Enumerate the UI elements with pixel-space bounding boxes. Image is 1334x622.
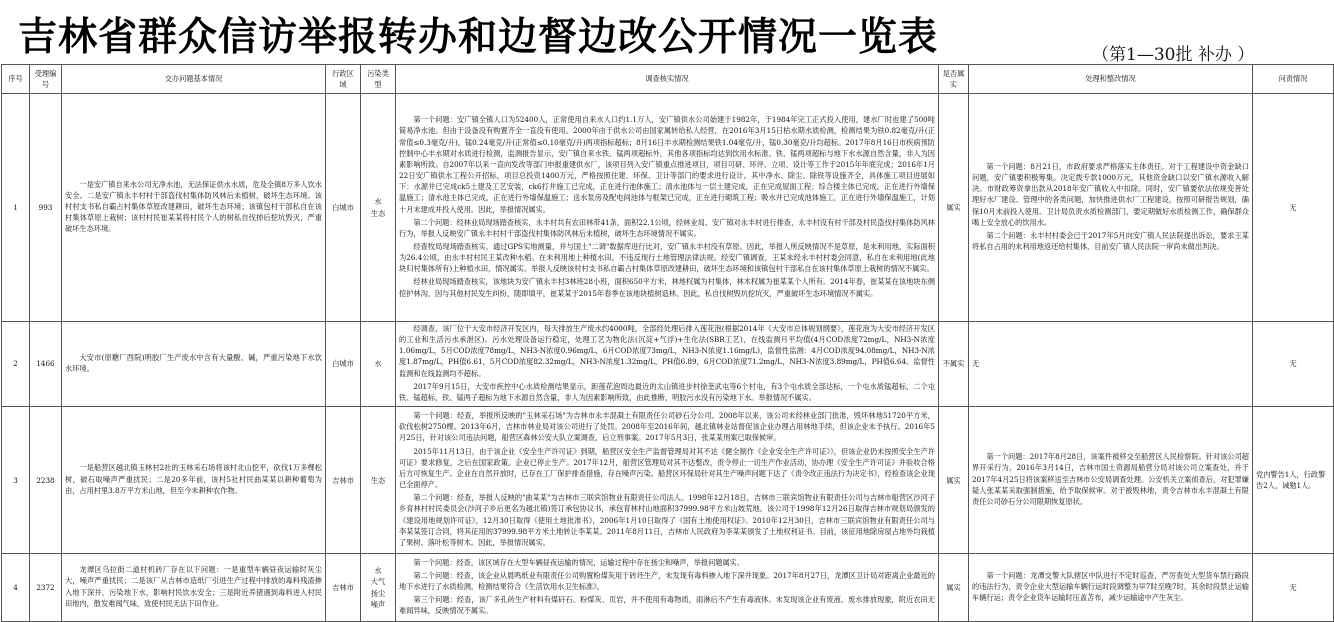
investigation-paragraph: 第一个问题：安广镇全镇人口为52400人，正常使用自来水人口约1.1万人，安广镇供水公司始建于1982年，于1984年完工正式投入使用，建水厂时也建了500吨简易净水池。但由于设备没有购置齐全一直没有使用。2000年由于供水公司由国家属转给私人经营，在2016年3月15日枯水期水质检测，检测结果为铁0.82毫克/升(正常值≤0.3毫克/升)，锰0.24毫克/升(正常值≤0.10毫克/升)两项指标超标；8月16日丰水期检测结果铁1.04毫克/升，锰0.30毫克/升均超标。2017年8月16日市疾病预防控制中心丰水期对水质进行检测，监测报告显示，安广镇自来水铁、锰两项超标外，其他各项指标均达到饮用水标准。铁、锰两项超标与地下水水源自然含量，非人为因素影响所致。自2007年以来一直向发改等部门申报重建供水厂，该项目列入安广镇重点推进项目，项目可研、环评、立项、设计等工作于2015年年底完成；2016年1月22日安广镇供水工程公开招标，项目总投资1400万元，严格按照住建、环保、卫计等部门的要求进行设计。其中净水、除尘、除铁等设施齐全，具体施工项目进展如下：水源井已完成ck5土建及工艺安装，ck6打井施工已完成，正在进行池体施工；清水池体与一层土建完成，正在完成屋面工程；综合楼主体已完成，正在进行外墙保温施工；清水池主体已完成，正在进行外墙保温施工；送水泵房及配电间池体与框架已完成，正在进行砌筑工程；吸水井已完成池体施工，正在进行外墙保温施工，计划十月末建成并投入使用。因此，举报情况属实。 [399, 115, 935, 214]
investigation-paragraph: 第一个问题：经查，举报所反映的"玉林采石场"为吉林市永丰混凝土有限责任公司砂石分公司。2008年以来，该公司未经林业部门批准，毁坏林地51720平方米，砍伐松树2750棵。2013年6月，吉林市林业局对该公司进行了处罚。2008年至2016年间，越北镇林业站督促该企业办理占用林地手续，但该企业未予执行。2016年5月25日，针对该公司违法问题，船营区森林公安大队立案调查，后立刑事案。2017年5月3日，张某某刑案已取保候审。 [399, 411, 935, 443]
header-type: 污染类型 [361, 65, 396, 94]
investigation-paragraph: 经调查，该厂位于大安市经济开发区内，每天排放生产废水约4000吨，全部经处理后排入莲花泡(根据2014年《大安市总体规划纲要》，莲花泡为大安市经济开发区的工业和生活污水承泄区)。污水处理设备运行稳定，处理工艺为物化法(沉淀+气浮)+生化法(SBR工艺)，在线监测月平均值(4月COD浓度72mg/L，NH3-N浓度1.06mg/L，5月COD浓度78mg/L，NH3-N浓度0.96mg/L，6月COD浓度73mg/L，NH3-N浓度1.16mg/L)，监督性监测：4月COD浓度94.08mg/L，NH3-N浓度1.87mg/L，PH值6.61，5月COD浓度82.32mg/L，NH3-N浓度1.32mg/L，PH值6.89，6月COD浓度71.2mg/L，NH3-N浓度3.89mg/L，PH值6.64。监督性监测和在线监测均不超标。 [399, 324, 935, 378]
row-verdict: 属实 [939, 554, 969, 622]
table-row [2, 322, 1334, 407]
row-no: 4 [2, 554, 30, 622]
row-region: 白城市 [326, 94, 361, 322]
row-handling [969, 322, 1253, 407]
handling-paragraph: 第二个问题：永丰村村委会已于2017年5月向安广镇人民法院提出诉讼，要求王某将私自占用的未利用地返还给村集体，目前安广镇人民法院一审尚未做出判决。 [972, 230, 1249, 251]
table-row [2, 94, 1334, 322]
row-accountability: 无 [1253, 554, 1334, 622]
table-row [2, 554, 1334, 622]
row-issue [62, 322, 326, 407]
row-id: 2238 [30, 407, 62, 554]
handling-paragraph: 无 [972, 359, 980, 369]
row-type: 水 [361, 322, 396, 407]
header-no: 序号 [2, 65, 30, 94]
issue-text: 一是安广镇自来水公司无净水池，无法保证供水水质，危及全镇8万多人饮水安全。二是安广镇永丰村村干部盗伐村集体防风林后未植树，破坏生态环境。该村村支书私自霸占村集体草原改建耕田，破坏生态环境；该镇包村干部私自在该村集体草原上栽树；该村村民崔某某将村民个人的树私自伐掉后挖坑毁灭，严重破坏生态环境。 [65, 179, 322, 234]
row-verdict: 不属实 [939, 322, 969, 407]
header-issue: 交办问题基本情况 [62, 65, 326, 94]
investigation-paragraph: 经查牧局现场踏查核实，通过GPS实地测量，并与国土"二调"数据库进行比对，安广镇永丰村没有草原。因此，举报人所反映情况不是草原，是未利用地，实际面积为26.4公顷，由永丰村村民王某改种水稻。在未利用地上种植水田，不违反现行土地管理法律法规。经安广镇调查，王某未经永丰村村委会同意，私自在未利用地(此地块归村集体所有)上种植水田，情况属实。举报人反映该村村支书私自霸占村集体草原改建耕田，破坏生态环境和该镇包村干部私自在该村集体草原上栽树的情况不属实。 [399, 241, 935, 274]
handling-paragraph: 第一个问题：2017年8月28日，该案件被移交至船营区人民检察院。针对该公司超界开采行为，2016年3月14日，吉林市国土资源局船营分局对该公司立案查处，并于2017年4月25日将该案移送至吉林市公安局调查处理。公安机关立案侦查后，对犯罪嫌疑人张某某采取强制措施，给予取保候审。对于被毁林地，责令吉林市永丰混凝土有限责任公司砂石分公司限期恢复原状。 [972, 452, 1249, 506]
row-id: 1466 [30, 322, 62, 407]
row-id: 993 [30, 94, 62, 322]
handling-paragraph: 第一个问题：8月21日，市政府要求严格落实主体责任。对于工程建设中资金缺口问题，安广镇要积极筹集。决定拨专款1000万元，其他资金缺口以安广镇水源收入解决。市财政筹资拿出款从2018年安广镇收入中扣除。同时，安广镇要依法依规变善处理好水厂建设、管理中的各类问题，加快推进供水厂工程建设，按照可研报告规划，确保10月末前投入使用。卫计局负责水质检测部门，要定期做好水质检测工作，确保群众喝上安全放心的饮用水。 [972, 161, 1249, 227]
row-type: 水 大气 扬尘 噪声 [361, 554, 396, 622]
row-issue [62, 407, 326, 554]
investigation-paragraph: 第二个问题：经林业局现场踏查核实，永丰村共有农田林带41条，面积22.1公顷，经林业局、安广镇对永丰村进行排查，永丰村没有村干部及村民盗伐村集体防风林行为，举报人反映安广镇永丰村村干部盗伐村集体防风林后未植树，破坏生态环境情况不属实。 [399, 217, 935, 238]
investigation-paragraph: 2017年9月15日，大安市疾控中心水质检测结果显示，距莲花泡周边最近的太山镇进步村徐奎武屯等6个村屯，有3个屯水质全部达标，一个屯水质锰超标，二个屯铁、锰超标，铁、锰两子超标为地下水源自然含量，非人为因素影响所致，由此推断，明胶污水没有污染地下水。举报情况不属实。 [399, 381, 935, 402]
investigation-paragraph: 2015年11月13日，由于该企业《安全生产许可证》到期，船营区安全生产监督管理局对其不达《健全制作《企业安全生产许可证》》，但该企业仍未按照安全生产许可证》要求修复，之后在国家政策。企业已停止生产。2017年12月，船营区管理局对其不达整改，责令停止一切生产作业活动，协办理《安全生产许可证》并验收合格后方可恢复生产。企业在自然开放时，已存在工厂保护排查措施，存在噪声污染。船营区环保局针对其生产噪声问题下达了《责令改正违法行为决定书》，经检查该企业现已全面停产。 [399, 446, 935, 490]
row-no: 2 [2, 322, 30, 407]
row-type: 生态 [361, 407, 396, 554]
row-investigation [396, 94, 939, 322]
row-accountability: 无 [1253, 94, 1334, 322]
row-verdict: 属实 [939, 407, 969, 554]
report-table [1, 64, 1334, 622]
row-verdict: 属实 [939, 94, 969, 322]
document-subtitle: （第1—30批 补办 ） [1092, 45, 1255, 65]
row-investigation [396, 407, 939, 554]
row-no: 3 [2, 407, 30, 554]
row-no: 1 [2, 94, 30, 322]
document-title: 吉林省群众信访举报转办和边督边改公开情况一览表 [18, 15, 939, 60]
row-issue [62, 554, 326, 622]
row-handling [969, 407, 1253, 554]
header-investigation: 调查核实情况 [396, 65, 939, 94]
handling-paragraph: 第一个问题：龙潭交警大队辖区中队进行不定时巡查，严厉查处大型货车禁行路段的违法行为，责令企业大型运输车辆行运时段调整为早7时至晚7时，其余时段禁止运输车辆行运；责令企业货车运输时压盖苫布，减少运输途中产生灰尘。 [972, 570, 1249, 603]
header-id: 受理编号 [30, 65, 62, 94]
row-investigation [396, 554, 939, 622]
investigation-paragraph: 经林业局现场踏查核实，该地块为安广镇永丰村3林班28小班，面积650平方米，林地权属为村集体，林木权属为崔某某个人所有。2014年春，崔某某在该地块东侧挖护林沟，因与其他村民发生纠纷，随即填平，崔某某于2015年春季在该地块植树造林。因此，私自伐树毁坑挖坑灭，严重破坏生态环境情况不属实。 [399, 277, 935, 298]
row-id: 2372 [30, 554, 62, 622]
row-handling [969, 94, 1253, 322]
row-region: 吉林市 [326, 554, 361, 622]
row-region: 白城市 [326, 322, 361, 407]
investigation-paragraph: 第一个问题：经查，该区域存在大型车辆昼夜运输的情况，运输过程中存在扬尘和噪声，举报问题属实。 [413, 557, 745, 567]
row-investigation [396, 322, 939, 407]
table-header-row [2, 65, 1334, 94]
row-region: 吉林市 [326, 407, 361, 554]
header-accountability: 问责情况 [1253, 65, 1334, 94]
investigation-paragraph: 第二个问题：经查，举报人反映的"曲某某"为吉林市三联宾馆物业有限责任公司法人。1998年12月18日，吉林市三联宾馆物业有限责任公司与吉林市船营区沙河子乡育林村村民委员会(沙河子乡后更名为越北镇)签订承包协议书，承包育林村山地面积37999.98平方米山坡荒地。该公司于1998年12月26日取得吉林市规划局颁发的《建设用地规划许可证》，12月30日取得《使用土地批准书》，2006年1月10日取得了《国有土地使用权证》。2010年12月30日，吉林市三联宾馆物业有限责任公司与李某某签订合同，将其征用的37999.98平方米土地转让李某某。2011年8月11日，吉林市人民政府为李某某颁发了土地权利证书。目前，该征用地除房屋占地外均栽植了果树、落叶松等树木。因此，举报情况属实。 [399, 493, 935, 547]
header-region: 行政区域 [326, 65, 361, 94]
row-accountability: 党内警告1人，行政警告2人，诫勉1人。 [1253, 407, 1334, 554]
issue-text: 大安市(原糖厂西院)明胶厂生产废水中含有大量酸、碱，严重污染地下水饮水环境。 [65, 352, 322, 374]
table-row [2, 407, 1334, 554]
issue-text: 龙潭区乌拉街二道村机砖厂存在以下问题：一是重型车辆昼夜运输时灰尘大，噪声严重扰民；二是该厂从吉林市造纸厂引进生产过程中排放的毒料残渣掺入地下深井，污染地下水，影响村民饮水安全；三是附近养猪遇到毒料进入村民田地内，散发难闻气味，致使村民无法下田作业。 [65, 565, 322, 608]
row-accountability: 无 [1253, 322, 1334, 407]
header-verdict: 是否属实 [939, 65, 969, 94]
row-handling [969, 554, 1253, 622]
row-issue [62, 94, 326, 322]
investigation-paragraph: 第二个问题：经查，该企业从晨鸣纸业有限责任公司购置粉煤灰用于砖坯生产，未发现有毒料掺入地下深井现象。2017年8月27日，龙潭区卫计局对距离企业最近的地下水进行了水质检测，检测结果符合《生活饮用水卫生标准》。 [399, 570, 935, 592]
row-type: 水 生态 [361, 94, 396, 322]
issue-text: 一是船营区越北镇玉林村2社的玉林采石场将该村北山挖平，砍伐1万多棵松树，破石取噪声严重扰民；二是20多年前，该村5社村民曲某某以耕种葡萄为由，占用村里3.8万平方米山地，但至今未耕种农作物。 [65, 463, 322, 495]
header-handling: 处理和整改情况 [969, 65, 1253, 94]
investigation-paragraph: 第三个问题：经查，该厂多孔砖生产材料有煤矸石、粉煤灰、页岩，并不使用有毒物质，雨淋后不产生有毒液体。未发现该企业有废液、废水排放现象，附近农田无难闻异味，反映情况不属实。 [399, 595, 935, 616]
